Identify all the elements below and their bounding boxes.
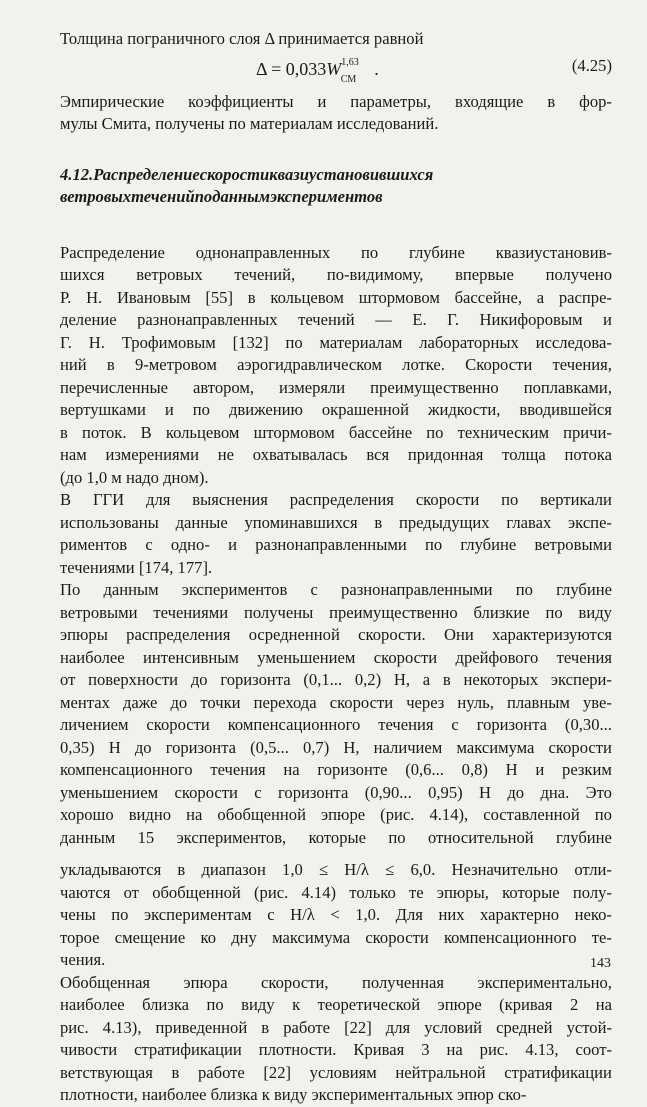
- text-line: ментах даже до точки перехода скорости через нуль, плавным уве-: [60, 692, 612, 712]
- text-line: В ГГИ для выяснения распределения скорости по вертикали: [60, 490, 612, 509]
- text-line: от поверхности до горизонта (0,1... 0,2) H, а в некоторых экспери-: [60, 670, 612, 689]
- text-line: Р. Н. Ивановым [55] в кольцевом штормовом бассейне, а распре-: [60, 287, 612, 307]
- text-line: эпюры распределения осредненной скорости. Они характеризуются: [60, 625, 612, 644]
- text-line: чения.: [60, 950, 106, 969]
- page-number: 143: [590, 956, 611, 971]
- text-line: в поток. В кольцевом штормовом бассейне по техническим причи-: [60, 422, 612, 442]
- text-line: вертушками и по движению окрашенной жидкости, вводившейся: [60, 400, 612, 419]
- heading-line: 4.12. Распределение скорости квазиустановившихся: [60, 164, 434, 184]
- text-line: Эмпирические коэффициенты и параметры, входящие в фор-: [60, 91, 612, 111]
- paragraph: [60, 242, 612, 490]
- text-line: (до 1,0 м надо дном).: [60, 467, 209, 487]
- text-line: рис. 4.13), приведенной в работе [22] для условий средней устой-: [60, 1017, 612, 1037]
- text-line: чены по экспериментам с H/λ < 1,0. Для них характерно неко-: [60, 905, 612, 924]
- text-line: шихся ветровых течений, по-видимому, впервые получено: [60, 265, 612, 284]
- text-line: плотности, наиболее близка к виду экспериментальных эпюр ско-: [60, 1085, 527, 1104]
- text-line: торое смещение ко дну максимума скорости компенсационного те-: [60, 927, 612, 947]
- text-line: компенсационного течения на горизонте (0,6... 0,8) H и резким: [60, 760, 612, 779]
- text-line: уменьшением скорости с горизонта (0,90... 0,95) H до дна. Это: [60, 782, 612, 802]
- text-line: личением скорости компенсационного течения с горизонта (0,30...: [60, 715, 612, 734]
- section-heading: [60, 164, 612, 208]
- text-line: наиболее близка по виду к теоретической эпюре (кривая 2 на: [60, 995, 612, 1014]
- equation-number: (4.25): [571, 55, 612, 75]
- text-line: ветровыми течениями получены преимущественно близкие по виду: [60, 602, 612, 622]
- text-line: Г. Н. Трофимовым [132] по материалам лабораторных исследова-: [60, 332, 612, 352]
- text-line: течениями [174, 177].: [60, 557, 213, 577]
- paragraphs: [60, 242, 612, 1107]
- text-line: деление разнонаправленных течений — Е. Г. Никифоровым и: [60, 310, 612, 329]
- paragraph: [60, 579, 612, 972]
- text-line: нам измерениями не охватывалась вся придонная толща потока: [60, 445, 612, 464]
- heading-line: ветровых течений по данным экспериментов: [60, 186, 383, 206]
- text-line: хорошо видно на обобщенной эпюре (рис. 4.14), составленной по: [60, 805, 612, 824]
- text-line: наиболее интенсивным уменьшением скорости дрейфового течения: [60, 647, 612, 667]
- line-gap: [60, 849, 612, 859]
- text-line: ветствующая в работе [22] условиям нейтральной стратификации: [60, 1062, 612, 1082]
- equation-4-25: [60, 53, 612, 86]
- text-line: укладываются в диапазон 1,0 ≤ H/λ ≤ 6,0. Незначительно отли-: [60, 860, 612, 879]
- text-line: использованы данные упоминавшихся в предыдущих главах экспе-: [60, 512, 612, 532]
- formula: $\Delta = 0,033W^{1,63}_{СМ}$.: [256, 56, 379, 86]
- text-line: По данным экспериментов с разнонаправленными по глубине: [60, 580, 612, 599]
- text-line: данным 15 экспериментов, которые по относительной глубине: [60, 827, 612, 847]
- text-line: Толщина пограничного слоя Δ принимается равной: [60, 29, 424, 48]
- text-line: чаются от обобщенной (рис. 4.14) только те эпюры, которые полу-: [60, 882, 612, 902]
- text-line: мулы Смита, получены по материалам исследований.: [60, 114, 439, 133]
- text-line: чивости стратификации плотности. Кривая 3 на рис. 4.13, соот-: [60, 1040, 612, 1059]
- text-line: перечисленные автором, измеряли преимущественно поплавками,: [60, 377, 612, 397]
- text-line: риментов с одно- и разнонаправленными по глубине ветровыми: [60, 535, 612, 554]
- page-body: [60, 28, 612, 1107]
- text-line: Обобщенная эпюра скорости, полученная экспериментально,: [60, 972, 612, 992]
- text-line: ний в 9-метровом аэрогидравлическом лотке. Скорости течения,: [60, 355, 612, 374]
- paragraph: [60, 972, 612, 1107]
- text-line: 0,35) H до горизонта (0,5... 0,7) H, наличием максимума скорости: [60, 737, 612, 757]
- paragraph: [60, 489, 612, 579]
- text-line: Распределение однонаправленных по глубине квазиустановив-: [60, 242, 612, 262]
